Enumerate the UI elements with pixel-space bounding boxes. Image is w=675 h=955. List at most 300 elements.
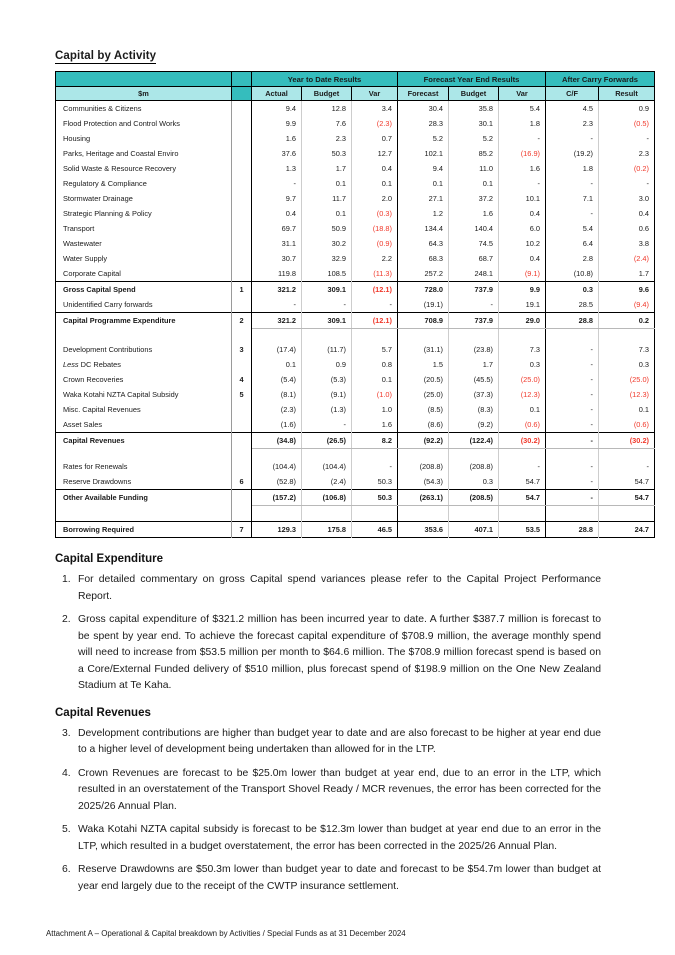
value-cell: 10.1 bbox=[499, 191, 546, 206]
numbered-item bbox=[55, 612, 601, 695]
value-cell: - bbox=[546, 131, 599, 146]
value-cell: - bbox=[252, 297, 302, 313]
value-cell: 46.5 bbox=[352, 522, 398, 538]
item-text: Gross capital expenditure of $321.2 million has been incurred year to date. A further $387.7 million is forecast to be spent by year end. To achieve the forecast capital expenditure of $708.9 million, the average monthly spend will need to increase from $53.5 million per month to $64.6 million. The $708.9 million forecast spend is based on a Core/External Funded delivery of $510 million, plus forecast spend of $198.9 million on the One New Zealand Stadium at Te Kaha. bbox=[78, 614, 601, 691]
col-head-var-fye: Var bbox=[499, 87, 546, 101]
row-ref bbox=[232, 161, 252, 176]
spacer-cell bbox=[449, 449, 499, 460]
item-text: Crown Revenues are forecast to be $25.0m lower than budget at year end, due to an error in the LTP, which resulted in an overstatement of the Transport Shovel Ready / MCR revenues, the error has been corrected for the 2025/26 Annual Plan. bbox=[78, 767, 601, 812]
value-cell: 0.4 bbox=[638, 209, 650, 218]
value-cell: 4.5 bbox=[546, 101, 599, 117]
item-number: 2. bbox=[62, 614, 71, 625]
value-cell: - bbox=[546, 402, 599, 417]
item-text: Reserve Drawdowns are $50.3m lower than budget year to date and forecast to be $54.7m lower than budget at year end largely due to the receipt of the CWTP insurance settlement. bbox=[78, 864, 601, 892]
value-cell: (2.3) bbox=[252, 402, 302, 417]
numbered-item bbox=[55, 726, 601, 759]
value-cell: 0.1 bbox=[449, 176, 499, 191]
numbered-item bbox=[55, 822, 601, 855]
spacer-cell bbox=[499, 506, 546, 522]
spacer-cell bbox=[599, 506, 655, 522]
value-cell: 129.3 bbox=[252, 522, 302, 538]
col-head-unit: $m bbox=[56, 87, 232, 101]
value-cell: 53.5 bbox=[499, 522, 546, 538]
item-text: Development contributions are higher than budget year to date and are also forecast to be higher at year end due to a higher level of development being undertaken than allowed for in the LTP. bbox=[78, 727, 601, 755]
value-cell: 1.8 bbox=[499, 116, 546, 131]
value-cell: - bbox=[352, 297, 398, 313]
value-cell: (12.3) bbox=[629, 390, 650, 399]
value-cell: 0.2 bbox=[599, 313, 655, 329]
value-cell: 29.0 bbox=[499, 313, 546, 329]
value-cell: 35.8 bbox=[449, 101, 499, 117]
value-cell: 0.1 bbox=[302, 206, 352, 221]
value-cell: 407.1 bbox=[449, 522, 499, 538]
value-cell: - bbox=[646, 134, 650, 143]
value-cell: 68.3 bbox=[398, 251, 449, 266]
row-label: Solid Waste & Resource Recovery bbox=[56, 161, 232, 176]
row-ref bbox=[232, 101, 252, 117]
spacer-cell bbox=[398, 449, 449, 460]
value-cell: 1.2 bbox=[398, 206, 449, 221]
row-ref bbox=[232, 266, 252, 282]
group-forecast: Forecast Year End Results bbox=[398, 72, 546, 87]
row-ref bbox=[232, 459, 252, 474]
spacer-cell bbox=[352, 449, 398, 460]
value-cell: (8.1) bbox=[252, 387, 302, 402]
row-ref: 7 bbox=[232, 522, 252, 538]
row-label: Asset Sales bbox=[56, 417, 232, 433]
value-cell: (208.5) bbox=[449, 490, 499, 506]
value-cell: 0.8 bbox=[352, 357, 398, 372]
row-ref bbox=[232, 236, 252, 251]
value-cell: (16.9) bbox=[499, 146, 546, 161]
spacer-row bbox=[56, 506, 655, 522]
row-label: Regulatory & Compliance bbox=[56, 176, 232, 191]
spacer-cell bbox=[232, 449, 252, 460]
row-label: Housing bbox=[56, 131, 232, 146]
value-cell: (30.2) bbox=[599, 433, 655, 449]
table-row bbox=[56, 387, 655, 402]
row-ref bbox=[232, 221, 252, 236]
value-cell: 728.0 bbox=[398, 282, 449, 298]
table-row bbox=[56, 459, 655, 474]
row-ref: 1 bbox=[232, 282, 252, 298]
value-cell: - bbox=[499, 131, 546, 146]
value-cell: 37.2 bbox=[449, 191, 499, 206]
value-cell: 28.3 bbox=[398, 116, 449, 131]
table-row bbox=[56, 206, 655, 221]
spacer-cell bbox=[398, 506, 449, 522]
col-head-result: Result bbox=[599, 87, 655, 101]
value-cell: (2.4) bbox=[633, 254, 650, 263]
value-cell: 1.7 bbox=[638, 269, 650, 278]
group-carry-forwards: After Carry Forwards bbox=[546, 72, 655, 87]
value-cell: 69.7 bbox=[252, 221, 302, 236]
value-cell: 248.1 bbox=[449, 266, 499, 282]
value-cell: (0.6) bbox=[499, 417, 546, 433]
value-cell: 0.1 bbox=[638, 405, 650, 414]
value-cell: 9.4 bbox=[252, 101, 302, 117]
value-cell: (5.4) bbox=[252, 372, 302, 387]
table-row bbox=[56, 251, 655, 266]
group-ytd: Year to Date Results bbox=[252, 72, 398, 87]
value-cell: 2.3 bbox=[302, 131, 352, 146]
value-cell: 54.7 bbox=[499, 490, 546, 506]
row-ref bbox=[232, 116, 252, 131]
value-cell: (45.5) bbox=[449, 372, 499, 387]
row-ref: 5 bbox=[232, 387, 252, 402]
table-row bbox=[56, 474, 655, 490]
value-cell: (10.8) bbox=[546, 266, 599, 282]
spacer-cell bbox=[499, 449, 546, 460]
value-cell: 24.7 bbox=[599, 522, 655, 538]
attachment-footer: Attachment A – Operational & Capital breakdown by Activities / Special Funds as at 31 December 2024 bbox=[46, 929, 406, 938]
value-cell: (8.5) bbox=[398, 402, 449, 417]
row-ref bbox=[232, 206, 252, 221]
value-cell: (0.5) bbox=[633, 119, 650, 128]
row-label: Wastewater bbox=[56, 236, 232, 251]
value-cell: (0.3) bbox=[352, 206, 398, 221]
spacer-cell bbox=[302, 449, 352, 460]
value-cell: 1.6 bbox=[449, 206, 499, 221]
item-text: For detailed commentary on gross Capital spend variances please refer to the Capital Project Performance Report. bbox=[78, 574, 601, 602]
value-cell: (157.2) bbox=[252, 490, 302, 506]
value-cell: (9.2) bbox=[449, 417, 499, 433]
value-cell: (25.0) bbox=[629, 375, 650, 384]
table-row bbox=[56, 372, 655, 387]
value-cell: 119.8 bbox=[252, 266, 302, 282]
item-number: 1. bbox=[62, 574, 71, 585]
table-row bbox=[56, 433, 655, 449]
col-head-budget-fye: Budget bbox=[449, 87, 499, 101]
value-cell: (9.4) bbox=[633, 300, 650, 309]
value-cell: - bbox=[546, 357, 599, 372]
value-cell: (8.6) bbox=[398, 417, 449, 433]
item-text: Waka Kotahi NZTA capital subsidy is forecast to be $12.3m lower than budget at year end due to an error in the LTP, which resulted in a budget overstatement, the error has been corrected in the 2025/26 Annual Plan. bbox=[78, 824, 601, 852]
value-cell: (1.6) bbox=[252, 417, 302, 433]
value-cell: 50.3 bbox=[352, 490, 398, 506]
commentary-sections bbox=[55, 553, 601, 895]
value-cell: (2.4) bbox=[302, 474, 352, 490]
value-cell: 68.7 bbox=[449, 251, 499, 266]
value-cell: (31.1) bbox=[398, 342, 449, 357]
col-head-ref bbox=[232, 87, 252, 101]
value-cell: 9.7 bbox=[252, 191, 302, 206]
table-row bbox=[56, 116, 655, 131]
value-cell: 27.1 bbox=[398, 191, 449, 206]
row-ref: 3 bbox=[232, 342, 252, 357]
value-cell: (19.2) bbox=[546, 146, 599, 161]
value-cell: 54.7 bbox=[634, 477, 650, 486]
value-cell: 8.2 bbox=[352, 433, 398, 449]
value-cell: (92.2) bbox=[398, 433, 449, 449]
value-cell: 3.4 bbox=[352, 101, 398, 117]
value-cell: 10.2 bbox=[499, 236, 546, 251]
value-cell: 30.4 bbox=[398, 101, 449, 117]
value-cell: 2.3 bbox=[546, 116, 599, 131]
spacer-cell bbox=[449, 329, 499, 343]
value-cell: 1.3 bbox=[252, 161, 302, 176]
value-cell: 30.7 bbox=[252, 251, 302, 266]
table-row bbox=[56, 342, 655, 357]
value-cell: - bbox=[499, 176, 546, 191]
row-ref bbox=[232, 433, 252, 449]
row-label: Development Contributions bbox=[56, 342, 232, 357]
value-cell: (23.8) bbox=[449, 342, 499, 357]
row-label: Less DC Rebates bbox=[56, 357, 232, 372]
corner-cell bbox=[56, 72, 232, 87]
row-label: Unidentified Carry forwards bbox=[56, 297, 232, 313]
value-cell: - bbox=[546, 474, 599, 490]
value-cell: 708.9 bbox=[398, 313, 449, 329]
value-cell: 134.4 bbox=[398, 221, 449, 236]
value-cell: 175.8 bbox=[302, 522, 352, 538]
col-head-actual: Actual bbox=[252, 87, 302, 101]
value-cell: 1.0 bbox=[352, 402, 398, 417]
value-cell: - bbox=[449, 297, 499, 313]
item-number: 4. bbox=[62, 767, 71, 779]
spacer-cell bbox=[546, 449, 599, 460]
table-row bbox=[56, 191, 655, 206]
value-cell: 0.4 bbox=[499, 251, 546, 266]
value-cell: (12.1) bbox=[352, 313, 398, 329]
value-cell: - bbox=[546, 417, 599, 433]
spacer-row bbox=[56, 449, 655, 460]
value-cell: (25.0) bbox=[499, 372, 546, 387]
value-cell: 1.7 bbox=[302, 161, 352, 176]
value-cell: (0.6) bbox=[633, 420, 650, 429]
value-cell: 9.6 bbox=[599, 282, 655, 298]
numbered-item bbox=[55, 572, 601, 605]
value-cell: 1.7 bbox=[449, 357, 499, 372]
value-cell: (0.9) bbox=[352, 236, 398, 251]
value-cell: 3.8 bbox=[638, 239, 650, 248]
numbered-item bbox=[55, 862, 601, 895]
value-cell: 5.7 bbox=[352, 342, 398, 357]
row-ref bbox=[232, 402, 252, 417]
spacer-cell bbox=[302, 506, 352, 522]
table-row bbox=[56, 221, 655, 236]
value-cell: 54.7 bbox=[599, 490, 655, 506]
value-cell: 50.3 bbox=[302, 146, 352, 161]
value-cell: 102.1 bbox=[398, 146, 449, 161]
row-ref bbox=[232, 131, 252, 146]
value-cell: 737.9 bbox=[449, 313, 499, 329]
spacer-cell bbox=[352, 329, 398, 343]
item-number: 6. bbox=[62, 864, 71, 875]
value-cell: 5.2 bbox=[449, 131, 499, 146]
value-cell: 9.9 bbox=[252, 116, 302, 131]
value-cell: 0.9 bbox=[638, 104, 650, 113]
value-cell: 0.1 bbox=[398, 176, 449, 191]
value-cell: - bbox=[546, 206, 599, 221]
table-row bbox=[56, 522, 655, 538]
value-cell: - bbox=[302, 417, 352, 433]
value-cell: (208.8) bbox=[449, 459, 499, 474]
value-cell: (263.1) bbox=[398, 490, 449, 506]
spacer-cell bbox=[252, 329, 302, 343]
table-row bbox=[56, 131, 655, 146]
value-cell: (11.3) bbox=[352, 266, 398, 282]
table-header bbox=[56, 72, 655, 101]
table-row bbox=[56, 417, 655, 433]
table-row bbox=[56, 282, 655, 298]
value-cell: (12.1) bbox=[352, 282, 398, 298]
value-cell: (34.8) bbox=[252, 433, 302, 449]
value-cell: (52.8) bbox=[252, 474, 302, 490]
value-cell: 64.3 bbox=[398, 236, 449, 251]
value-cell: 0.1 bbox=[302, 176, 352, 191]
value-cell: 0.1 bbox=[499, 402, 546, 417]
value-cell: 50.9 bbox=[302, 221, 352, 236]
row-ref bbox=[232, 146, 252, 161]
value-cell: 28.8 bbox=[546, 522, 599, 538]
spacer-cell bbox=[352, 506, 398, 522]
row-label: Communities & Citizens bbox=[56, 101, 232, 117]
value-cell: 353.6 bbox=[398, 522, 449, 538]
value-cell: (104.4) bbox=[302, 459, 352, 474]
value-cell: (19.1) bbox=[398, 297, 449, 313]
row-label: Parks, Heritage and Coastal Enviro bbox=[56, 146, 232, 161]
value-cell: 1.8 bbox=[546, 161, 599, 176]
value-cell: 0.3 bbox=[499, 357, 546, 372]
value-cell: (208.8) bbox=[398, 459, 449, 474]
value-cell: 7.3 bbox=[638, 345, 650, 354]
value-cell: (8.3) bbox=[449, 402, 499, 417]
value-cell: 6.0 bbox=[499, 221, 546, 236]
col-head-var-ytd: Var bbox=[352, 87, 398, 101]
ref-corner-cell bbox=[232, 72, 252, 87]
value-cell: - bbox=[646, 179, 650, 188]
row-ref: 4 bbox=[232, 372, 252, 387]
value-cell: 257.2 bbox=[398, 266, 449, 282]
spacer-cell bbox=[252, 449, 302, 460]
spacer-cell bbox=[398, 329, 449, 343]
value-cell: (30.2) bbox=[499, 433, 546, 449]
value-cell: 11.0 bbox=[449, 161, 499, 176]
item-number: 3. bbox=[62, 727, 71, 739]
section-heading: Capital Revenues bbox=[55, 706, 151, 719]
value-cell: 37.6 bbox=[252, 146, 302, 161]
value-cell: (18.8) bbox=[352, 221, 398, 236]
row-ref bbox=[232, 297, 252, 313]
value-cell: (17.4) bbox=[252, 342, 302, 357]
value-cell: 2.3 bbox=[638, 149, 650, 158]
table-row bbox=[56, 101, 655, 117]
value-cell: 0.3 bbox=[449, 474, 499, 490]
value-cell: - bbox=[499, 459, 546, 474]
group-header-row bbox=[56, 72, 655, 87]
value-cell: 2.8 bbox=[546, 251, 599, 266]
row-label: Gross Capital Spend bbox=[56, 282, 232, 298]
col-head-cf: C/F bbox=[546, 87, 599, 101]
value-cell: - bbox=[546, 176, 599, 191]
spacer-cell bbox=[599, 449, 655, 460]
value-cell: - bbox=[352, 459, 398, 474]
page-title: Capital by Activity bbox=[55, 50, 157, 62]
table-row bbox=[56, 236, 655, 251]
spacer-row bbox=[56, 329, 655, 343]
column-header-row bbox=[56, 87, 655, 101]
value-cell: 0.1 bbox=[352, 372, 398, 387]
value-cell: - bbox=[302, 297, 352, 313]
item-number: 5. bbox=[62, 824, 71, 835]
value-cell: (37.3) bbox=[449, 387, 499, 402]
table-row bbox=[56, 146, 655, 161]
value-cell: (26.5) bbox=[302, 433, 352, 449]
value-cell: 7.6 bbox=[302, 116, 352, 131]
section-heading: Capital Expenditure bbox=[55, 553, 163, 565]
table-row bbox=[56, 297, 655, 313]
value-cell: 0.6 bbox=[638, 224, 650, 233]
value-cell: 0.3 bbox=[638, 360, 650, 369]
row-label: Rates for Renewals bbox=[56, 459, 232, 474]
value-cell: 12.8 bbox=[302, 101, 352, 117]
value-cell: 30.2 bbox=[302, 236, 352, 251]
value-cell: 0.9 bbox=[302, 357, 352, 372]
value-cell: 85.2 bbox=[449, 146, 499, 161]
table-row bbox=[56, 176, 655, 191]
value-cell: 54.7 bbox=[499, 474, 546, 490]
value-cell: (122.4) bbox=[449, 433, 499, 449]
value-cell: 0.1 bbox=[352, 176, 398, 191]
value-cell: - bbox=[546, 433, 599, 449]
row-label: Reserve Drawdowns bbox=[56, 474, 232, 490]
value-cell: 3.0 bbox=[638, 194, 650, 203]
value-cell: 0.4 bbox=[499, 206, 546, 221]
numbered-item bbox=[55, 766, 601, 816]
spacer-cell bbox=[252, 506, 302, 522]
row-label: Strategic Planning & Policy bbox=[56, 206, 232, 221]
row-label: Water Supply bbox=[56, 251, 232, 266]
value-cell: 309.1 bbox=[302, 313, 352, 329]
row-label: Misc. Capital Revenues bbox=[56, 402, 232, 417]
spacer-cell bbox=[56, 449, 232, 460]
value-cell: 309.1 bbox=[302, 282, 352, 298]
value-cell: 2.2 bbox=[352, 251, 398, 266]
value-cell: 0.7 bbox=[352, 131, 398, 146]
row-label: Borrowing Required bbox=[56, 522, 232, 538]
value-cell: 108.5 bbox=[302, 266, 352, 282]
row-label: Other Available Funding bbox=[56, 490, 232, 506]
value-cell: - bbox=[252, 176, 302, 191]
value-cell: 7.1 bbox=[546, 191, 599, 206]
value-cell: 1.6 bbox=[499, 161, 546, 176]
row-ref bbox=[232, 357, 252, 372]
row-label: Transport bbox=[56, 221, 232, 236]
value-cell: 0.1 bbox=[252, 357, 302, 372]
row-label: Crown Recoveries bbox=[56, 372, 232, 387]
value-cell: (106.8) bbox=[302, 490, 352, 506]
spacer-cell bbox=[499, 329, 546, 343]
value-cell: 0.3 bbox=[546, 282, 599, 298]
value-cell: 1.6 bbox=[352, 417, 398, 433]
value-cell: 0.4 bbox=[352, 161, 398, 176]
value-cell: (5.3) bbox=[302, 372, 352, 387]
table-row bbox=[56, 266, 655, 282]
spacer-cell bbox=[546, 329, 599, 343]
value-cell: - bbox=[646, 462, 650, 471]
table-row bbox=[56, 357, 655, 372]
value-cell: - bbox=[546, 490, 599, 506]
value-cell: - bbox=[546, 387, 599, 402]
value-cell: 321.2 bbox=[252, 282, 302, 298]
value-cell: 30.1 bbox=[449, 116, 499, 131]
value-cell: 1.6 bbox=[252, 131, 302, 146]
value-cell: (104.4) bbox=[252, 459, 302, 474]
value-cell: 7.3 bbox=[499, 342, 546, 357]
row-ref: 6 bbox=[232, 474, 252, 490]
value-cell: 5.4 bbox=[546, 221, 599, 236]
